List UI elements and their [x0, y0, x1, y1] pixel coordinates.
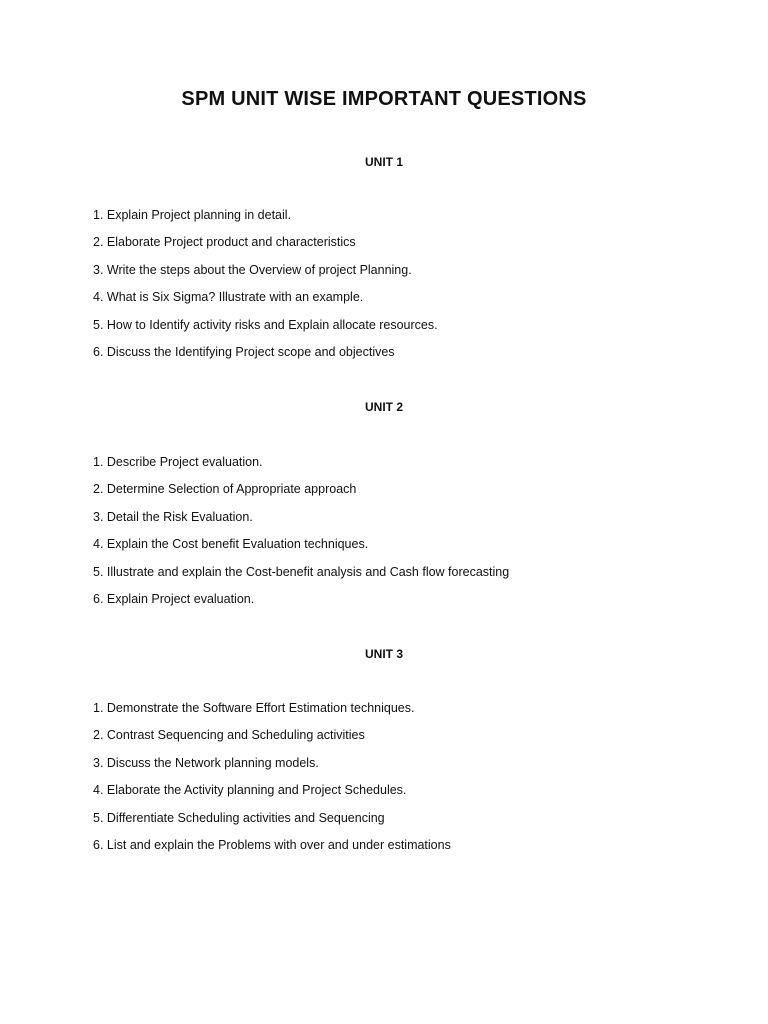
unit-1-question-list — [93, 202, 438, 366]
unit-3-heading: UNIT 3 — [364, 647, 403, 661]
unit-1-question-6: 6. Discuss the Identifying Project scope and objectives — [93, 344, 395, 359]
unit-3-question-5: 5. Differentiate Scheduling activities and Sequencing — [93, 810, 385, 825]
unit-3-question-list — [93, 695, 451, 859]
unit-2-question-4: 4. Explain the Cost benefit Evaluation techniques. — [93, 537, 369, 552]
unit-1-question-2: 2. Elaborate Project product and characteristics — [93, 235, 356, 250]
unit-2-question-6: 6. Explain Project evaluation. — [93, 591, 255, 606]
unit-2-question-list — [93, 449, 509, 613]
unit-2-question-5: 5. Illustrate and explain the Cost-benefit analysis and Cash flow forecasting — [93, 564, 510, 579]
unit-2-question-3: 3. Detail the Risk Evaluation. — [93, 509, 253, 524]
unit-3-question-2: 2. Contrast Sequencing and Scheduling activities — [93, 728, 365, 743]
unit-3-question-6: 6. List and explain the Problems with over and under estimations — [93, 837, 451, 852]
unit-2-heading: UNIT 2 — [364, 400, 403, 414]
unit-2-question-2: 2. Determine Selection of Appropriate approach — [93, 482, 357, 497]
unit-3-question-3: 3. Discuss the Network planning models. — [93, 755, 319, 770]
unit-1-heading: UNIT 1 — [364, 155, 403, 169]
unit-3-question-4: 4. Elaborate the Activity planning and Project Schedules. — [93, 783, 407, 798]
unit-1-question-3: 3. Write the steps about the Overview of project Planning. — [93, 262, 412, 277]
unit-2-question-1: 1. Describe Project evaluation. — [93, 455, 263, 469]
unit-1-question-1: 1. Explain Project planning in detail. — [93, 208, 292, 222]
unit-1-question-4: 4. What is Six Sigma? Illustrate with an example. — [93, 290, 364, 305]
document-title: SPM UNIT WISE IMPORTANT QUESTIONS — [181, 88, 587, 110]
unit-3-question-1: 1. Demonstrate the Software Effort Estimation techniques. — [93, 701, 415, 715]
unit-1-question-5: 5. How to Identify activity risks and Explain allocate resources. — [93, 317, 438, 332]
